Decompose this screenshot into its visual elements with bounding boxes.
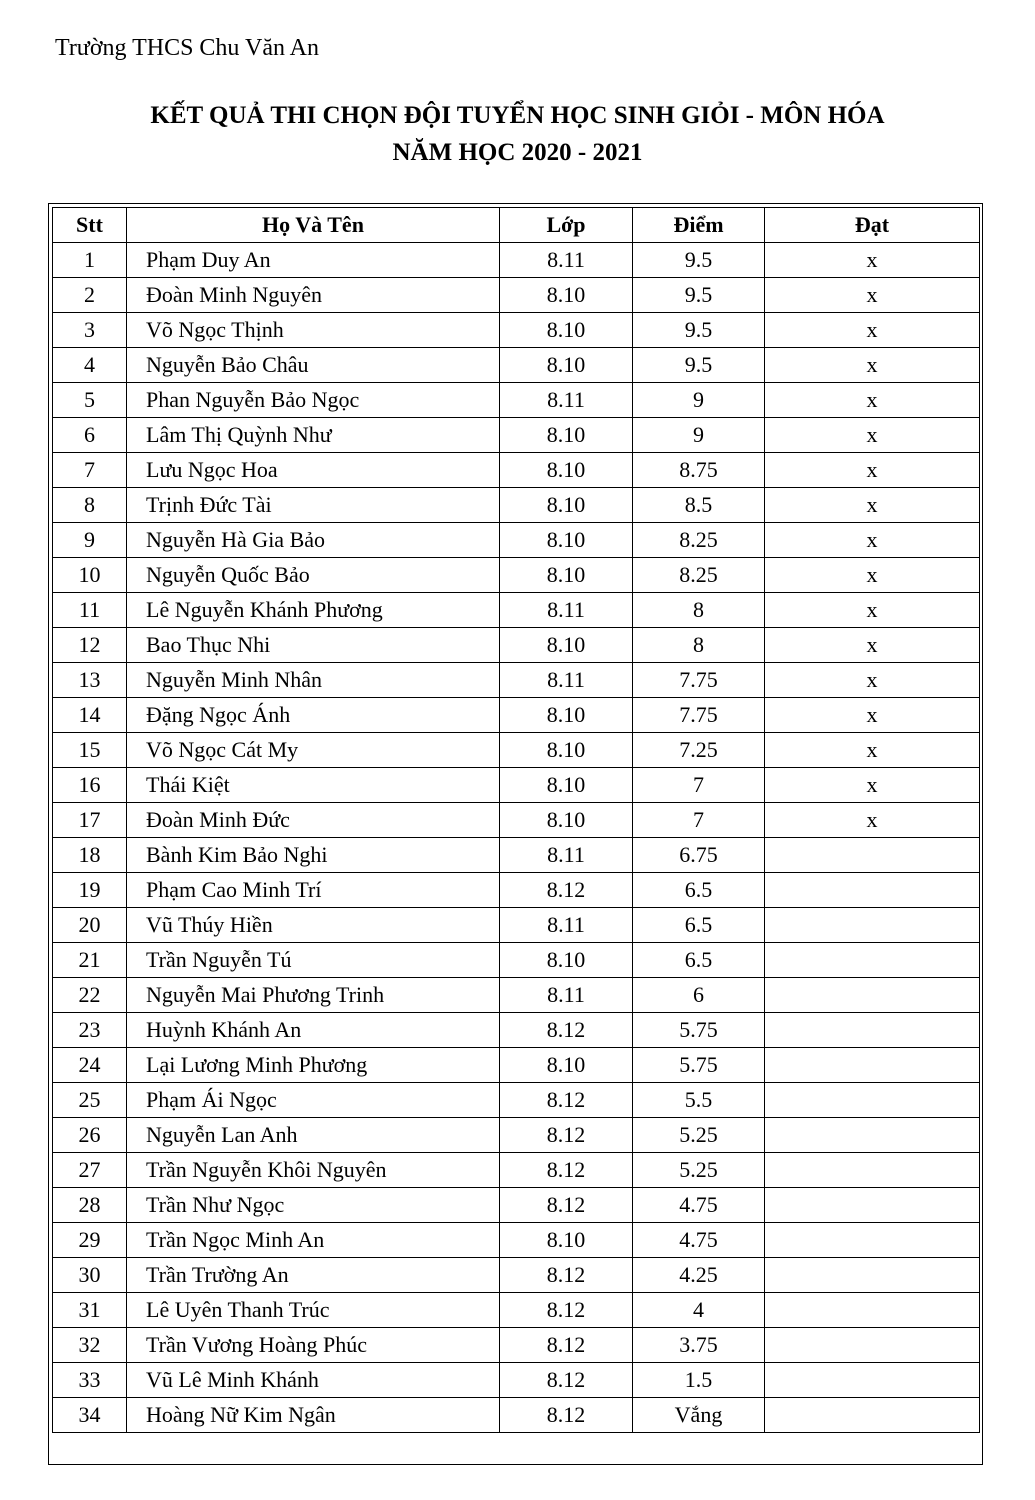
- table-row: [53, 313, 980, 348]
- cell-score: 9.5: [633, 348, 765, 383]
- cell-class: 8.12: [500, 1398, 633, 1433]
- cell-score: 8.5: [633, 488, 765, 523]
- cell-stt: 7: [53, 453, 127, 488]
- cell-passed: x: [765, 698, 980, 733]
- cell-passed: x: [765, 418, 980, 453]
- cell-stt: 22: [53, 978, 127, 1013]
- table-row: [53, 1328, 980, 1363]
- cell-name: Đoàn Minh Đức: [127, 803, 500, 838]
- table-row: [53, 908, 980, 943]
- table-row: [53, 488, 980, 523]
- cell-class: 8.12: [500, 873, 633, 908]
- table-row: [53, 1013, 980, 1048]
- cell-passed: [765, 1328, 980, 1363]
- cell-name: Trần Vương Hoàng Phúc: [127, 1328, 500, 1363]
- cell-name: Đặng Ngọc Ánh: [127, 698, 500, 733]
- cell-class: 8.10: [500, 628, 633, 663]
- cell-class: 8.10: [500, 313, 633, 348]
- cell-passed: [765, 1118, 980, 1153]
- cell-score: 1.5: [633, 1363, 765, 1398]
- cell-name: Bành Kim Bảo Nghi: [127, 838, 500, 873]
- cell-passed: x: [765, 558, 980, 593]
- cell-score: 5.5: [633, 1083, 765, 1118]
- cell-name: Phạm Cao Minh Trí: [127, 873, 500, 908]
- table-row: [53, 523, 980, 558]
- cell-passed: x: [765, 453, 980, 488]
- table-header-row: [53, 208, 980, 243]
- cell-class: 8.10: [500, 698, 633, 733]
- cell-passed: [765, 1363, 980, 1398]
- column-header-score: Điểm: [633, 208, 765, 243]
- cell-name: Phạm Ái Ngọc: [127, 1083, 500, 1118]
- table-row: [53, 453, 980, 488]
- table-row: [53, 768, 980, 803]
- cell-score: 7: [633, 768, 765, 803]
- cell-score: 8.75: [633, 453, 765, 488]
- cell-class: 8.10: [500, 1048, 633, 1083]
- cell-class: 8.10: [500, 348, 633, 383]
- cell-passed: x: [765, 803, 980, 838]
- cell-name: Huỳnh Khánh An: [127, 1013, 500, 1048]
- table-row: [53, 733, 980, 768]
- cell-stt: 1: [53, 243, 127, 278]
- cell-score: 6.5: [633, 943, 765, 978]
- cell-class: 8.10: [500, 1223, 633, 1258]
- cell-score: 4: [633, 1293, 765, 1328]
- cell-stt: 25: [53, 1083, 127, 1118]
- cell-class: 8.11: [500, 978, 633, 1013]
- cell-score: 8: [633, 593, 765, 628]
- cell-passed: [765, 943, 980, 978]
- cell-stt: 3: [53, 313, 127, 348]
- cell-class: 8.11: [500, 838, 633, 873]
- cell-stt: 8: [53, 488, 127, 523]
- cell-class: 8.12: [500, 1258, 633, 1293]
- cell-class: 8.11: [500, 593, 633, 628]
- cell-stt: 30: [53, 1258, 127, 1293]
- cell-passed: x: [765, 523, 980, 558]
- cell-class: 8.10: [500, 558, 633, 593]
- cell-passed: x: [765, 768, 980, 803]
- cell-stt: 23: [53, 1013, 127, 1048]
- page-title: KẾT QUẢ THI CHỌN ĐỘI TUYỂN HỌC SINH GIỎI - MÔN HÓA: [150, 102, 885, 129]
- cell-name: Nguyễn Lan Anh: [127, 1118, 500, 1153]
- cell-name: Lê Uyên Thanh Trúc: [127, 1293, 500, 1328]
- cell-name: Võ Ngọc Cát My: [127, 733, 500, 768]
- cell-name: Nguyễn Bảo Châu: [127, 348, 500, 383]
- cell-score: 7.25: [633, 733, 765, 768]
- cell-passed: [765, 1153, 980, 1188]
- cell-name: Võ Ngọc Thịnh: [127, 313, 500, 348]
- cell-score: 5.75: [633, 1048, 765, 1083]
- cell-score: 7.75: [633, 663, 765, 698]
- cell-stt: 5: [53, 383, 127, 418]
- cell-score: 8.25: [633, 558, 765, 593]
- results-table-frame: [48, 203, 983, 1465]
- column-header-class: Lớp: [500, 208, 633, 243]
- cell-stt: 17: [53, 803, 127, 838]
- cell-stt: 20: [53, 908, 127, 943]
- cell-class: 8.10: [500, 768, 633, 803]
- table-row: [53, 243, 980, 278]
- cell-passed: x: [765, 663, 980, 698]
- cell-passed: [765, 1258, 980, 1293]
- table-row: [53, 418, 980, 453]
- table-row: [53, 348, 980, 383]
- cell-class: 8.12: [500, 1013, 633, 1048]
- cell-class: 8.10: [500, 278, 633, 313]
- cell-passed: [765, 1048, 980, 1083]
- table-row: [53, 698, 980, 733]
- table-row: [53, 1048, 980, 1083]
- cell-passed: x: [765, 488, 980, 523]
- cell-score: 4.75: [633, 1188, 765, 1223]
- cell-score: 9.5: [633, 243, 765, 278]
- cell-name: Phạm Duy An: [127, 243, 500, 278]
- cell-name: Nguyễn Minh Nhân: [127, 663, 500, 698]
- cell-stt: 16: [53, 768, 127, 803]
- cell-passed: [765, 1398, 980, 1433]
- cell-stt: 6: [53, 418, 127, 453]
- cell-score: 6.75: [633, 838, 765, 873]
- cell-score: 6.5: [633, 908, 765, 943]
- cell-score: 9.5: [633, 278, 765, 313]
- cell-name: Nguyễn Hà Gia Bảo: [127, 523, 500, 558]
- table-row: [53, 593, 980, 628]
- cell-class: 8.11: [500, 243, 633, 278]
- cell-name: Đoàn Minh Nguyên: [127, 278, 500, 313]
- table-row: [53, 803, 980, 838]
- cell-name: Nguyễn Mai Phương Trinh: [127, 978, 500, 1013]
- cell-passed: [765, 1188, 980, 1223]
- table-row: [53, 628, 980, 663]
- cell-passed: x: [765, 348, 980, 383]
- cell-score: 9.5: [633, 313, 765, 348]
- cell-passed: [765, 838, 980, 873]
- cell-score: 4.75: [633, 1223, 765, 1258]
- cell-passed: x: [765, 733, 980, 768]
- cell-class: 8.12: [500, 1188, 633, 1223]
- table-row: [53, 1118, 980, 1153]
- cell-stt: 28: [53, 1188, 127, 1223]
- cell-stt: 15: [53, 733, 127, 768]
- cell-stt: 12: [53, 628, 127, 663]
- cell-passed: [765, 1013, 980, 1048]
- column-header-stt: Stt: [53, 208, 127, 243]
- cell-stt: 9: [53, 523, 127, 558]
- cell-stt: 34: [53, 1398, 127, 1433]
- cell-stt: 11: [53, 593, 127, 628]
- cell-class: 8.10: [500, 803, 633, 838]
- cell-name: Trần Nguyễn Khôi Nguyên: [127, 1153, 500, 1188]
- table-row: [53, 1363, 980, 1398]
- cell-stt: 19: [53, 873, 127, 908]
- cell-passed: x: [765, 593, 980, 628]
- school-year-subtitle: NĂM HỌC 2020 - 2021: [392, 139, 643, 166]
- cell-score: Vắng: [633, 1398, 765, 1433]
- cell-passed: [765, 908, 980, 943]
- cell-class: 8.10: [500, 453, 633, 488]
- cell-passed: x: [765, 278, 980, 313]
- cell-name: Trịnh Đức Tài: [127, 488, 500, 523]
- cell-stt: 29: [53, 1223, 127, 1258]
- cell-passed: x: [765, 383, 980, 418]
- table-row: [53, 1223, 980, 1258]
- cell-passed: x: [765, 313, 980, 348]
- table-row: [53, 838, 980, 873]
- cell-name: Thái Kiệt: [127, 768, 500, 803]
- school-name: Trường THCS Chu Văn An: [55, 35, 319, 61]
- cell-class: 8.12: [500, 1328, 633, 1363]
- cell-name: Trần Như Ngọc: [127, 1188, 500, 1223]
- table-row: [53, 1258, 980, 1293]
- cell-stt: 31: [53, 1293, 127, 1328]
- cell-score: 9: [633, 383, 765, 418]
- cell-stt: 2: [53, 278, 127, 313]
- cell-name: Lê Nguyễn Khánh Phương: [127, 593, 500, 628]
- cell-class: 8.12: [500, 1363, 633, 1398]
- cell-stt: 14: [53, 698, 127, 733]
- cell-name: Hoàng Nữ Kim Ngân: [127, 1398, 500, 1433]
- cell-score: 6: [633, 978, 765, 1013]
- table-row: [53, 1188, 980, 1223]
- cell-class: 8.10: [500, 733, 633, 768]
- cell-passed: x: [765, 628, 980, 663]
- cell-stt: 10: [53, 558, 127, 593]
- cell-stt: 18: [53, 838, 127, 873]
- cell-name: Vũ Thúy Hiền: [127, 908, 500, 943]
- cell-name: Lâm Thị Quỳnh Như: [127, 418, 500, 453]
- table-row: [53, 978, 980, 1013]
- cell-class: 8.11: [500, 908, 633, 943]
- cell-stt: 4: [53, 348, 127, 383]
- cell-class: 8.10: [500, 523, 633, 558]
- cell-stt: 21: [53, 943, 127, 978]
- cell-class: 8.10: [500, 418, 633, 453]
- table-row: [53, 1398, 980, 1433]
- results-table: [52, 207, 980, 1433]
- cell-score: 5.25: [633, 1118, 765, 1153]
- cell-score: 6.5: [633, 873, 765, 908]
- cell-name: Lại Lương Minh Phương: [127, 1048, 500, 1083]
- cell-name: Trần Nguyễn Tú: [127, 943, 500, 978]
- cell-stt: 13: [53, 663, 127, 698]
- table-row: [53, 943, 980, 978]
- cell-score: 3.75: [633, 1328, 765, 1363]
- cell-passed: [765, 873, 980, 908]
- cell-class: 8.12: [500, 1153, 633, 1188]
- cell-name: Bao Thục Nhi: [127, 628, 500, 663]
- cell-score: 7: [633, 803, 765, 838]
- table-row: [53, 383, 980, 418]
- cell-stt: 33: [53, 1363, 127, 1398]
- table-row: [53, 873, 980, 908]
- cell-class: 8.10: [500, 488, 633, 523]
- cell-passed: [765, 1223, 980, 1258]
- cell-passed: [765, 1293, 980, 1328]
- table-row: [53, 1083, 980, 1118]
- table-row: [53, 558, 980, 593]
- cell-passed: [765, 1083, 980, 1118]
- cell-class: 8.10: [500, 943, 633, 978]
- cell-stt: 27: [53, 1153, 127, 1188]
- cell-class: 8.11: [500, 383, 633, 418]
- cell-score: 4.25: [633, 1258, 765, 1293]
- table-row: [53, 663, 980, 698]
- cell-name: Trần Trường An: [127, 1258, 500, 1293]
- cell-score: 8: [633, 628, 765, 663]
- cell-passed: [765, 978, 980, 1013]
- cell-score: 5.75: [633, 1013, 765, 1048]
- column-header-passed: Đạt: [765, 208, 980, 243]
- cell-name: Phan Nguyễn Bảo Ngọc: [127, 383, 500, 418]
- cell-stt: 24: [53, 1048, 127, 1083]
- table-row: [53, 1153, 980, 1188]
- table-row: [53, 278, 980, 313]
- cell-class: 8.11: [500, 663, 633, 698]
- cell-class: 8.12: [500, 1293, 633, 1328]
- cell-name: Nguyễn Quốc Bảo: [127, 558, 500, 593]
- cell-score: 7.75: [633, 698, 765, 733]
- table-body: [53, 243, 980, 1433]
- cell-name: Trần Ngọc Minh An: [127, 1223, 500, 1258]
- cell-class: 8.12: [500, 1083, 633, 1118]
- cell-name: Lưu Ngọc Hoa: [127, 453, 500, 488]
- cell-stt: 26: [53, 1118, 127, 1153]
- column-header-name: Họ Và Tên: [127, 208, 500, 243]
- cell-passed: x: [765, 243, 980, 278]
- cell-score: 9: [633, 418, 765, 453]
- table-row: [53, 1293, 980, 1328]
- cell-class: 8.12: [500, 1118, 633, 1153]
- cell-score: 5.25: [633, 1153, 765, 1188]
- cell-name: Vũ Lê Minh Khánh: [127, 1363, 500, 1398]
- cell-score: 8.25: [633, 523, 765, 558]
- cell-stt: 32: [53, 1328, 127, 1363]
